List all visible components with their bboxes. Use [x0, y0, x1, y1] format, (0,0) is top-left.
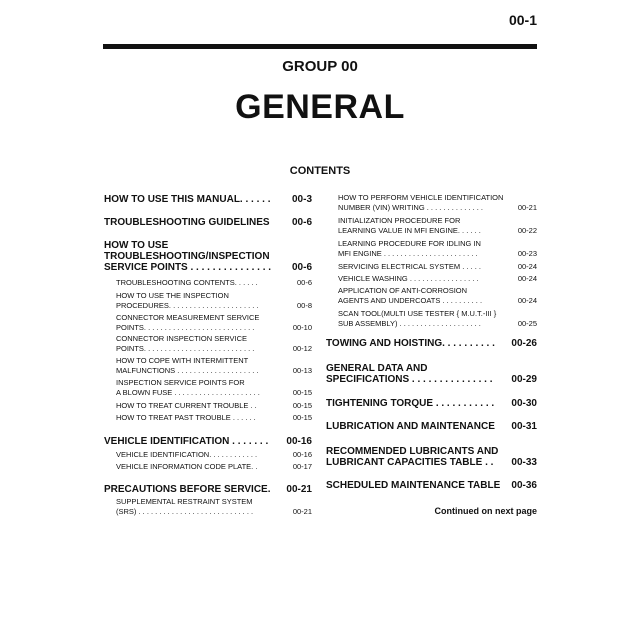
toc-entry-label: SPECIFICATIONS . . . . . . . . . . . . . . .	[326, 374, 493, 385]
toc-entry-label: HOW TO USE THE INSPECTION	[116, 291, 229, 300]
continued-note: Continued on next page	[434, 506, 537, 516]
toc-entry-label: TROUBLESHOOTING/INSPECTION	[104, 251, 270, 262]
toc-entry-label: SERVICE POINTS . . . . . . . . . . . . . . .	[104, 262, 272, 273]
toc-entry-label: RECOMMENDED LUBRICANTS AND	[326, 446, 499, 457]
toc-entry-page: 00-33	[511, 457, 537, 468]
toc-entry-label: PRECAUTIONS BEFORE SERVICE.	[104, 484, 271, 495]
toc-entry-label: LUBRICANT CAPACITIES TABLE . .	[326, 457, 494, 468]
toc-entry-page: 00-24	[517, 295, 537, 305]
toc-entry-label: INITIALIZATION PROCEDURE FOR	[338, 216, 461, 225]
toc-entry-page: 00-3	[291, 194, 312, 205]
toc-entry-label: INSPECTION SERVICE POINTS FOR	[116, 378, 245, 387]
toc-entry-label: SCHEDULED MAINTENANCE TABLE	[326, 480, 501, 491]
toc-entry-label: CONNECTOR MEASUREMENT SERVICE	[116, 313, 260, 322]
toc-entry-label: POINTS. . . . . . . . . . . . . . . . . . . . . . . . . . .	[116, 343, 255, 353]
toc-entry-page: 00-25	[517, 318, 537, 328]
toc-entry-page: 00-22	[517, 225, 537, 235]
toc-entry-label: VEHICLE IDENTIFICATION. . . . . . . . . . . .	[116, 450, 258, 459]
toc-entry-label: HOW TO USE	[104, 240, 169, 251]
toc-entry-page: 00-10	[292, 322, 312, 332]
toc-entry-label: TROUBLESHOOTING GUIDELINES	[104, 217, 270, 228]
toc-entry-page: 00-6	[296, 278, 312, 287]
toc-entry-label: LEARNING VALUE IN MFI ENGINE. . . . . .	[338, 225, 481, 235]
toc-entry-page: 00-31	[511, 421, 537, 432]
toc-entry-page: 00-8	[296, 300, 312, 310]
toc-entry-page: 00-6	[291, 262, 312, 273]
toc-entry-label: CONNECTOR INSPECTION SERVICE	[116, 334, 247, 343]
toc-entry-label: TOWING AND HOISTING. . . . . . . . . .	[326, 338, 495, 349]
toc-entry-label: VEHICLE INFORMATION CODE PLATE. .	[116, 462, 258, 471]
toc-entry-page: 00-17	[292, 462, 312, 471]
toc-entry-label: HOW TO TREAT PAST TROUBLE . . . . . .	[116, 413, 256, 422]
toc-entry-page: 00-30	[511, 398, 537, 409]
toc-entry-page: 00-15	[292, 387, 312, 397]
toc-entry-label: SERVICING ELECTRICAL SYSTEM . . . . .	[338, 262, 481, 271]
toc-entry-label: TIGHTENING TORQUE . . . . . . . . . . .	[326, 398, 495, 409]
toc-entry-label: VEHICLE IDENTIFICATION . . . . . . .	[104, 436, 269, 447]
page-number: 00-1	[508, 12, 537, 28]
toc-entry-label: GENERAL DATA AND	[326, 363, 428, 374]
toc-entry-page: 00-16	[286, 436, 312, 447]
toc-entry-label: HOW TO COPE WITH INTERMITTENT	[116, 356, 249, 365]
toc-entry-label: MALFUNCTIONS . . . . . . . . . . . . . . . . . . . .	[116, 365, 259, 375]
toc-entry-page: 00-36	[511, 480, 537, 491]
toc-entry-page: 00-16	[292, 450, 312, 459]
toc-entry-label: HOW TO USE THIS MANUAL. . . . . .	[104, 194, 271, 205]
toc-entry-label: SUB ASSEMBLY) . . . . . . . . . . . . . . . . . . . .	[338, 318, 481, 328]
toc-entry-label: NUMBER (VIN) WRITING . . . . . . . . . . . . . .	[338, 202, 484, 212]
toc-entry-page: 00-6	[291, 217, 312, 228]
toc-entry-label: VEHICLE WASHING . . . . . . . . . . . . . . . . .	[338, 274, 479, 283]
toc-entry-page: 00-21	[517, 202, 537, 212]
toc-entry-label: HOW TO PERFORM VEHICLE IDENTIFICATION	[338, 193, 504, 202]
toc-entry-page: 00-23	[517, 248, 537, 258]
toc-entry-page: 00-21	[292, 506, 312, 516]
header-rule	[103, 44, 537, 49]
toc-entry-label: SUPPLEMENTAL RESTRAINT SYSTEM	[116, 497, 253, 506]
toc-entry-label: A BLOWN FUSE . . . . . . . . . . . . . . . . . . . . .	[116, 387, 260, 397]
toc-entry-page: 00-12	[292, 343, 312, 353]
toc-entry-page: 00-24	[517, 262, 537, 271]
toc-entry-page: 00-15	[292, 413, 312, 422]
toc-entry-label: LEARNING PROCEDURE FOR IDLING IN	[338, 239, 481, 248]
toc-entry-label: MFI ENGINE . . . . . . . . . . . . . . . . . . . . . . .	[338, 248, 478, 258]
page-title: GENERAL	[235, 88, 405, 126]
contents-heading: CONTENTS	[289, 165, 351, 177]
toc-entry-page: 00-24	[517, 274, 537, 283]
toc-entry-label: LUBRICATION AND MAINTENANCE	[326, 421, 495, 432]
toc-entry-label: POINTS. . . . . . . . . . . . . . . . . . . . . . . . . . .	[116, 322, 255, 332]
toc-entry-label: SCAN TOOL(MULTI USE TESTER { M.U.T.-III }	[338, 309, 497, 318]
toc-entry-label: AGENTS AND UNDERCOATS . . . . . . . . . .	[338, 295, 483, 305]
toc-entry-page: 00-15	[292, 401, 312, 410]
toc-entry-page: 00-21	[286, 484, 312, 495]
toc-entry-label: APPLICATION OF ANTI-CORROSION	[338, 286, 468, 295]
toc-entry-label: TROUBLESHOOTING CONTENTS. . . . . .	[116, 278, 258, 287]
toc-entry-page: 00-29	[511, 374, 537, 385]
toc-entry-label: PROCEDURES. . . . . . . . . . . . . . . . . . . . . .	[116, 300, 259, 310]
toc-entry-label: (SRS) . . . . . . . . . . . . . . . . . . . . . . . . . . . .	[116, 506, 254, 516]
toc-entry-page: 00-13	[292, 365, 312, 375]
group-heading: GROUP 00	[282, 58, 358, 75]
toc-entry-page: 00-26	[511, 338, 537, 349]
toc-entry-label: HOW TO TREAT CURRENT TROUBLE . .	[116, 401, 257, 410]
